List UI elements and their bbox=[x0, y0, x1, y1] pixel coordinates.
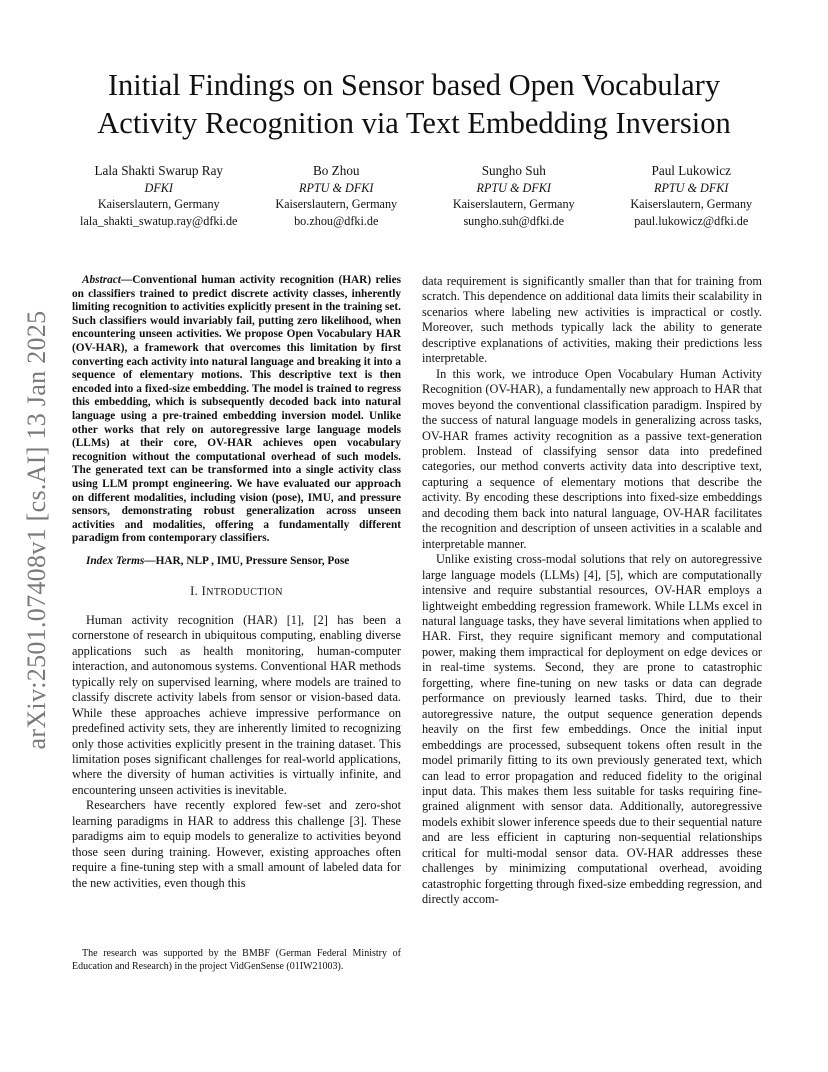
author-name: Bo Zhou bbox=[312, 163, 360, 178]
index-terms-text: —HAR, NLP , IMU, Pressure Sensor, Pose bbox=[144, 554, 350, 567]
left-column bbox=[72, 274, 401, 891]
section-heading-rest: NTRODUCTION bbox=[206, 587, 283, 599]
author-location: Kaiserslautern, Germany bbox=[452, 197, 575, 211]
author-location: Kaiserslautern, Germany bbox=[630, 197, 753, 211]
author-name: Sungho Suh bbox=[481, 163, 546, 178]
paragraph: In this work, we introduce Open Vocabulary Human Activity Recognition (OV-HAR), a fundamentally new approach to HAR that moves beyond the conventional classification paradigm. Inspired by the success of natural language models in generalizing across tasks, OV-HAR frames activity recognition as a passive text-generation problem. Instead of classifying sensor data into predefined categories, our method converts activity data into descriptive text, capturing a sequence of elementary motions that describe the activity. By encoding these descriptions into fixed-size embeddings and decoding them back into natural language, OV-HAR facilitates the recognition and description of unseen activities in a scalable and interpretable manner. bbox=[422, 366, 762, 551]
paragraph: Unlike existing cross-modal solutions that rely on autoregressive large language models (LLMs) [4], [5], which are computationally intensive and require substantial resources, OV-HAR employs a lightweight embedding regression framework. While LLMs excel in natural language tasks, they have several limitations when applied to HAR. First, they require significant memory and computational power, making them impractical for deployment on edge devices or in real-time systems. Second, they are prone to catastrophic forgetting, where fine-tuning on new tasks or data can degrade performance on previously learned tasks. Third, due to their autoregressive nature, the output sequence generation depends heavily on the first few embeddings. Once the initial input embeddings are processed, subsequent tokens often result in the model primarily fitting to its own previously generated text, which can lead to error propagation and reduced fidelity to the original input data. This makes them less suitable for tasks requiring fine-grained alignment with sensor data. Additionally, autoregressive models exhibit slower inference speeds due to their sequential nature and are less efficient in capturing non-sequential relationships critical for multi-modal sensor data. OV-HAR addresses these challenges by minimizing computational overhead, avoiding catastrophic forgetting through fixed-size embedding regression, and directly accom- bbox=[422, 552, 762, 907]
author-location: Kaiserslautern, Germany bbox=[97, 197, 220, 211]
footnote-text: The research was supported by the BMBF (German Federal Ministry of Education and Research) in the project VidGenSense (01IW21003). bbox=[72, 948, 401, 972]
right-column bbox=[422, 274, 762, 908]
author-affiliation: RPTU & DFKI bbox=[654, 180, 729, 195]
footnote bbox=[72, 948, 401, 973]
abstract-text: —Conventional human activity recognition (HAR) relies on classifiers trained to predict discrete activity classes, inherently limiting recognition to activities explicitly present in the training set. Such classifiers would invariably fail, putting zero likelihood, when encountering unseen activities. We propose Open Vocabulary HAR (OV-HAR), a framework that overcomes this limitation by first converting each activity into natural language and breaking it into a sequence of elementary motions. This descriptive text is then encoded into a fixed-size embedding. The model is trained to regress this embedding, which is subsequently decoded back into natural language using a pre-trained embedding inversion model. Unlike other works that rely on autoregressive large language models (LLMs) at their core, OV-HAR achieves open vocabulary recognition without the computational overhead of such models. The generated text can be transformed into a single activity class using LLM prompt engineering. We have evaluated our approach on different modalities, including vision (pose), IMU, and pressure sensors, demonstrating robust generalization across unseen activities and modalities, offering a fundamentally different paradigm from contemporary classifiers. bbox=[72, 274, 401, 545]
author-2 bbox=[248, 163, 426, 229]
author-affiliation: RPTU & DFKI bbox=[299, 180, 374, 195]
author-affiliation: DFKI bbox=[144, 180, 173, 195]
author-email: bo.zhou@dfki.de bbox=[294, 213, 379, 228]
author-email: paul.lukowicz@dfki.de bbox=[634, 213, 749, 228]
author-email: sungho.suh@dfki.de bbox=[463, 213, 565, 228]
title-line-1: Initial Findings on Sensor based Open Vocabulary bbox=[107, 68, 721, 102]
title-line-2: Activity Recognition via Text Embedding Inversion bbox=[97, 106, 731, 140]
paragraph: Researchers have recently explored few-set and zero-shot learning paradigms in HAR to address this challenge [3]. These paradigms aim to equip models to generalize to activities beyond those seen during training. However, existing approaches often require a fine-tuning step with a small amount of labeled data for the new activities, even though this bbox=[72, 798, 401, 890]
author-name: Paul Lukowicz bbox=[651, 163, 731, 178]
paragraph: data requirement is significantly smaller than that for training from scratch. This dependence on additional data limits their scalability in scenarios where labeling new activities is impractical or costly. Moreover, such methods typically lack the ability to generate descriptive explanations of activities, making their predictions less interpretable. bbox=[422, 274, 762, 366]
author-1 bbox=[70, 163, 248, 229]
index-terms-label: Index Terms bbox=[86, 554, 145, 567]
arxiv-stamp-text: arXiv:2501.07408v1 [cs.AI] 13 Jan 2025 bbox=[22, 310, 51, 750]
author-location: Kaiserslautern, Germany bbox=[275, 197, 398, 211]
section-heading-numeral: I. I bbox=[190, 584, 207, 599]
author-email: lala_shakti_swatup.ray@dfki.de bbox=[80, 213, 238, 228]
author-block bbox=[70, 163, 780, 229]
abstract-label: Abstract bbox=[82, 274, 121, 286]
author-3 bbox=[425, 163, 603, 229]
section-heading-introduction bbox=[72, 584, 401, 600]
arxiv-stamp bbox=[22, 295, 52, 765]
paragraph: Human activity recognition (HAR) [1], [2] has been a cornerstone of research in ubiquitous computing, enabling diverse applications such as health monitoring, human-computer interaction, and autonomous systems. Conventional HAR methods typically rely on supervised learning, where models are trained to classify discrete activity labels from sensor or vision-based data. While these approaches achieve impressive performance on predefined activity sets, they are inherently limited to recognizing only those activities explicitly present in the training dataset. This limitation poses significant challenges for real-world applications, where the diversity of human activities is virtually infinite, and encountering unseen activities is inevitable. bbox=[72, 612, 401, 797]
paper-title bbox=[60, 66, 768, 142]
abstract bbox=[72, 274, 401, 546]
author-name: Lala Shakti Swarup Ray bbox=[94, 163, 224, 178]
index-terms bbox=[72, 555, 401, 569]
author-4 bbox=[603, 163, 781, 229]
author-affiliation: RPTU & DFKI bbox=[476, 180, 551, 195]
